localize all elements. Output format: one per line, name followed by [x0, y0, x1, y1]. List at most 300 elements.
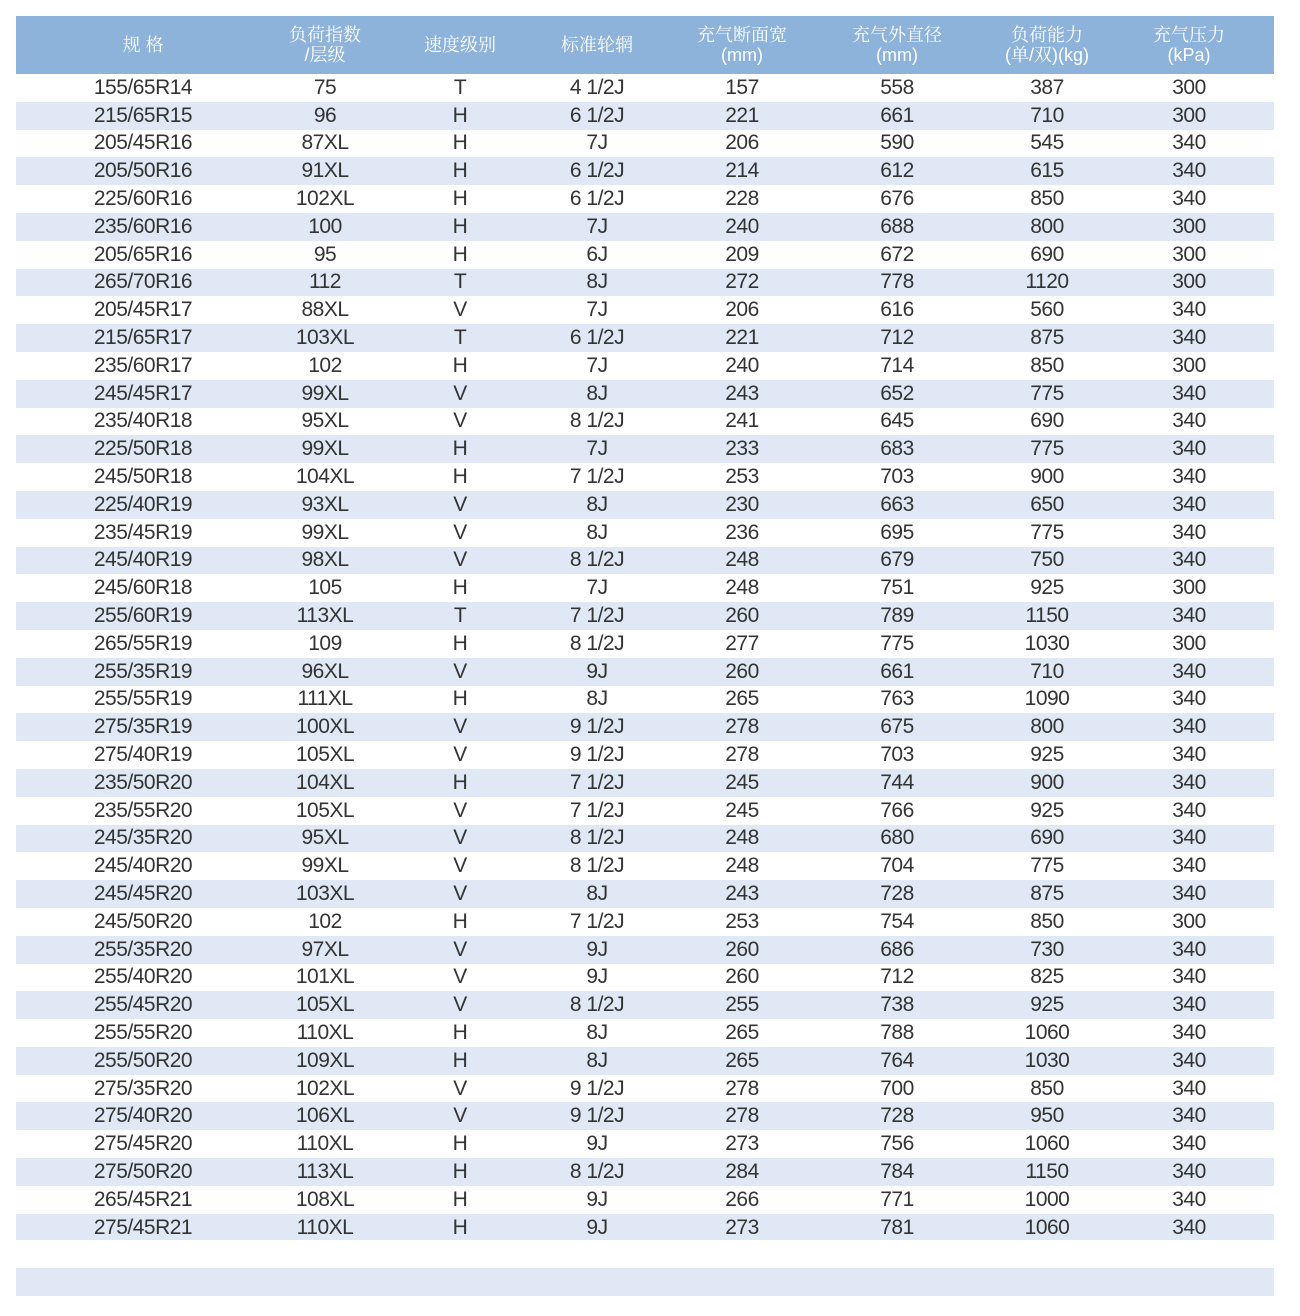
cell-size: 265/55R19 — [93, 631, 193, 655]
cell-size: 245/35R20 — [93, 826, 193, 850]
cell-standard-rim: 7J — [586, 298, 608, 322]
table-row — [16, 296, 1274, 324]
table-row — [16, 1158, 1274, 1186]
cell-speed-rating: H — [452, 1187, 468, 1211]
cell-load-index: 103XL — [295, 882, 355, 905]
table-row — [16, 547, 1274, 575]
cell-load-capacity: 900 — [1030, 465, 1064, 489]
cell-speed-rating: H — [452, 770, 468, 794]
cell-overall-diameter: 679 — [880, 548, 914, 572]
table-row — [16, 213, 1274, 241]
cell-speed-rating: V — [453, 381, 467, 405]
cell-pressure: 340 — [1172, 715, 1206, 739]
cell-load-capacity: 1030 — [1024, 1048, 1070, 1072]
table-row — [16, 1075, 1274, 1103]
cell-size: 205/45R16 — [93, 131, 193, 155]
cell-load-capacity: 900 — [1030, 770, 1064, 794]
cell-load-index: 95XL — [301, 409, 349, 433]
table-row — [16, 658, 1274, 686]
cell-speed-rating: H — [452, 631, 468, 655]
cell-section-width: 241 — [725, 409, 759, 433]
table-row — [16, 74, 1274, 102]
cell-section-width: 260 — [725, 965, 759, 989]
cell-standard-rim: 6 1/2J — [569, 159, 625, 183]
cell-load-capacity: 850 — [1030, 909, 1064, 933]
cell-standard-rim: 6 1/2J — [569, 103, 625, 127]
cell-standard-rim: 9 1/2J — [569, 1076, 625, 1100]
cell-load-capacity: 1060 — [1024, 1132, 1070, 1156]
cell-pressure: 340 — [1172, 993, 1206, 1017]
table-body — [16, 74, 1274, 1241]
cell-load-index: 110XL — [296, 1020, 354, 1044]
cell-load-capacity: 1150 — [1025, 1159, 1069, 1183]
cell-load-index: 102 — [308, 909, 342, 933]
table-row — [16, 463, 1274, 491]
cell-load-capacity: 690 — [1030, 242, 1064, 266]
cell-overall-diameter: 558 — [880, 75, 914, 99]
cell-pressure: 340 — [1172, 965, 1206, 989]
cell-overall-diameter: 728 — [880, 1104, 914, 1128]
cell-overall-diameter: 771 — [880, 1187, 914, 1211]
cell-standard-rim: 7J — [586, 576, 608, 600]
cell-speed-rating: V — [453, 965, 467, 989]
cell-speed-rating: V — [453, 298, 467, 322]
empty-row — [16, 1268, 1274, 1296]
cell-section-width: 273 — [725, 1215, 759, 1239]
cell-load-index: 102XL — [295, 1076, 355, 1100]
cell-size: 255/35R20 — [93, 937, 193, 961]
cell-size: 215/65R17 — [93, 326, 193, 350]
cell-section-width: 278 — [725, 1104, 759, 1128]
header-size: 规 格 — [122, 35, 164, 55]
table-row — [16, 769, 1274, 797]
cell-load-capacity: 850 — [1030, 353, 1064, 377]
cell-section-width: 265 — [725, 687, 759, 711]
cell-standard-rim: 8 1/2J — [569, 993, 625, 1017]
cell-overall-diameter: 672 — [880, 242, 914, 266]
cell-size: 255/55R20 — [93, 1020, 193, 1044]
table-row — [16, 1130, 1274, 1158]
cell-standard-rim: 7J — [586, 353, 608, 377]
cell-load-capacity: 690 — [1030, 409, 1064, 433]
cell-section-width: 240 — [725, 214, 759, 238]
cell-size: 275/35R19 — [93, 715, 193, 739]
cell-size: 245/50R18 — [93, 465, 193, 489]
cell-load-index: 99XL — [301, 520, 349, 544]
cell-overall-diameter: 764 — [880, 1048, 914, 1072]
table-row — [16, 852, 1274, 880]
cell-standard-rim: 7J — [586, 437, 608, 461]
cell-overall-diameter: 714 — [880, 353, 914, 377]
cell-standard-rim: 8J — [586, 882, 608, 905]
header-pressure: 充气压力 (kPa) — [1153, 25, 1225, 65]
cell-section-width: 266 — [725, 1187, 759, 1211]
cell-load-capacity: 690 — [1030, 826, 1064, 850]
cell-section-width: 248 — [725, 826, 759, 850]
cell-size: 275/40R20 — [93, 1104, 193, 1128]
cell-speed-rating: V — [453, 715, 467, 739]
cell-size: 205/65R16 — [93, 242, 193, 266]
cell-load-index: 95XL — [301, 826, 349, 850]
cell-section-width: 265 — [725, 1048, 759, 1072]
cell-pressure: 340 — [1172, 1159, 1206, 1183]
cell-size: 255/40R20 — [93, 965, 193, 989]
cell-speed-rating: V — [453, 520, 467, 544]
cell-load-index: 108XL — [295, 1187, 355, 1211]
cell-pressure: 300 — [1172, 214, 1206, 238]
cell-load-index: 101XL — [295, 965, 355, 989]
cell-overall-diameter: 744 — [880, 770, 914, 794]
cell-load-capacity: 650 — [1030, 492, 1064, 516]
cell-standard-rim: 6J — [586, 242, 608, 266]
cell-load-index: 106XL — [295, 1104, 355, 1128]
table-row — [16, 185, 1274, 213]
cell-speed-rating: V — [453, 1104, 467, 1128]
cell-pressure: 340 — [1172, 743, 1206, 767]
cell-overall-diameter: 661 — [880, 103, 914, 127]
cell-size: 245/45R20 — [93, 882, 193, 905]
cell-load-capacity: 925 — [1030, 576, 1064, 600]
cell-speed-rating: V — [453, 1076, 467, 1100]
cell-standard-rim: 8J — [586, 270, 608, 294]
cell-standard-rim: 8J — [586, 381, 608, 405]
cell-load-index: 75 — [313, 75, 337, 99]
header-load-capacity: 负荷能力 (单/双)(kg) — [1005, 25, 1089, 65]
cell-size: 275/35R20 — [93, 1076, 193, 1100]
cell-pressure: 340 — [1172, 381, 1206, 405]
cell-overall-diameter: 775 — [880, 631, 914, 655]
cell-size: 275/45R21 — [93, 1215, 193, 1239]
cell-size: 235/60R17 — [93, 353, 193, 377]
table-row — [16, 686, 1274, 714]
cell-overall-diameter: 703 — [880, 465, 914, 489]
cell-pressure: 340 — [1172, 1215, 1206, 1239]
cell-load-index: 103XL — [295, 326, 355, 350]
table-row — [16, 102, 1274, 130]
cell-speed-rating: V — [453, 798, 467, 822]
cell-size: 205/45R17 — [93, 298, 193, 322]
cell-speed-rating: V — [453, 854, 467, 878]
cell-pressure: 340 — [1172, 298, 1206, 322]
cell-pressure: 340 — [1172, 465, 1206, 489]
cell-overall-diameter: 703 — [880, 743, 914, 767]
cell-pressure: 340 — [1172, 770, 1206, 794]
cell-section-width: 260 — [725, 659, 759, 683]
cell-load-capacity: 1150 — [1025, 604, 1069, 628]
table-row — [16, 630, 1274, 658]
cell-speed-rating: V — [453, 548, 467, 572]
cell-pressure: 300 — [1172, 242, 1206, 266]
cell-speed-rating: V — [453, 409, 467, 433]
cell-pressure: 340 — [1172, 854, 1206, 878]
cell-overall-diameter: 683 — [880, 437, 914, 461]
cell-overall-diameter: 645 — [880, 409, 914, 433]
cell-speed-rating: V — [453, 993, 467, 1017]
cell-section-width: 248 — [725, 576, 759, 600]
cell-overall-diameter: 612 — [880, 159, 914, 183]
cell-pressure: 340 — [1172, 520, 1206, 544]
cell-pressure: 340 — [1172, 548, 1206, 572]
cell-speed-rating: T — [453, 604, 467, 628]
cell-section-width: 278 — [725, 715, 759, 739]
cell-load-index: 110XL — [296, 1132, 354, 1156]
cell-section-width: 221 — [725, 326, 759, 350]
cell-section-width: 209 — [725, 242, 759, 266]
cell-speed-rating: H — [452, 1020, 468, 1044]
cell-load-index: 100 — [308, 214, 342, 238]
cell-speed-rating: H — [452, 103, 468, 127]
table-row — [16, 491, 1274, 519]
cell-section-width: 265 — [725, 1020, 759, 1044]
cell-pressure: 340 — [1172, 826, 1206, 850]
cell-load-capacity: 710 — [1030, 659, 1064, 683]
cell-load-capacity: 800 — [1030, 214, 1064, 238]
cell-size: 205/50R16 — [93, 159, 193, 183]
cell-standard-rim: 6 1/2J — [569, 326, 625, 350]
cell-section-width: 272 — [725, 270, 759, 294]
cell-speed-rating: H — [452, 1048, 468, 1072]
cell-load-capacity: 775 — [1030, 381, 1064, 405]
cell-load-index: 109XL — [295, 1048, 355, 1072]
cell-overall-diameter: 712 — [880, 326, 914, 350]
table-row — [16, 519, 1274, 547]
cell-speed-rating: V — [453, 743, 467, 767]
cell-overall-diameter: 695 — [880, 520, 914, 544]
cell-section-width: 228 — [725, 187, 759, 211]
cell-load-index: 96XL — [301, 659, 349, 683]
cell-load-capacity: 925 — [1030, 993, 1064, 1017]
cell-load-index: 105XL — [295, 743, 355, 767]
cell-standard-rim: 8 1/2J — [569, 631, 625, 655]
cell-standard-rim: 8J — [586, 1020, 608, 1044]
cell-standard-rim: 9 1/2J — [569, 1104, 625, 1128]
cell-load-capacity: 750 — [1030, 548, 1064, 572]
cell-standard-rim: 7 1/2J — [569, 909, 625, 933]
empty-row — [16, 1240, 1274, 1268]
cell-load-index: 104XL — [295, 770, 355, 794]
cell-overall-diameter: 616 — [880, 298, 914, 322]
cell-load-index: 102 — [308, 353, 342, 377]
cell-load-capacity: 545 — [1030, 131, 1064, 155]
cell-standard-rim: 9J — [586, 1215, 608, 1239]
table-row — [16, 352, 1274, 380]
cell-pressure: 340 — [1172, 882, 1206, 905]
cell-speed-rating: H — [452, 1132, 468, 1156]
cell-overall-diameter: 754 — [880, 909, 914, 933]
cell-section-width: 255 — [725, 993, 759, 1017]
cell-pressure: 340 — [1172, 326, 1206, 350]
cell-standard-rim: 8J — [586, 1048, 608, 1072]
cell-pressure: 340 — [1172, 1020, 1206, 1044]
cell-section-width: 273 — [725, 1132, 759, 1156]
cell-load-capacity: 875 — [1030, 882, 1064, 905]
cell-section-width: 240 — [725, 353, 759, 377]
cell-load-capacity: 850 — [1030, 187, 1064, 211]
header-standard-rim: 标准轮辋 — [561, 35, 633, 55]
cell-speed-rating: T — [453, 270, 467, 294]
cell-load-index: 113XL — [296, 604, 354, 628]
cell-overall-diameter: 590 — [880, 131, 914, 155]
cell-size: 255/35R19 — [93, 659, 193, 683]
cell-standard-rim: 7J — [586, 214, 608, 238]
cell-size: 245/45R17 — [93, 381, 193, 405]
table-row — [16, 825, 1274, 853]
cell-standard-rim: 9J — [586, 659, 608, 683]
cell-size: 225/60R16 — [93, 187, 193, 211]
table-row — [16, 241, 1274, 269]
table-row — [16, 908, 1274, 936]
cell-speed-rating: H — [452, 187, 468, 211]
cell-load-index: 88XL — [301, 298, 349, 322]
cell-size: 275/40R19 — [93, 743, 193, 767]
cell-load-capacity: 825 — [1030, 965, 1064, 989]
table-row — [16, 880, 1274, 908]
cell-overall-diameter: 686 — [880, 937, 914, 961]
cell-section-width: 206 — [725, 131, 759, 155]
cell-overall-diameter: 704 — [880, 854, 914, 878]
cell-pressure: 300 — [1172, 103, 1206, 127]
cell-speed-rating: T — [453, 75, 467, 99]
cell-load-capacity: 1090 — [1024, 687, 1070, 711]
cell-overall-diameter: 661 — [880, 659, 914, 683]
table-row — [16, 991, 1274, 1019]
cell-load-index: 99XL — [301, 381, 349, 405]
cell-load-capacity: 925 — [1030, 798, 1064, 822]
table-row — [16, 602, 1274, 630]
cell-size: 235/55R20 — [93, 798, 193, 822]
cell-load-capacity: 1120 — [1025, 270, 1069, 294]
cell-size: 255/50R20 — [93, 1048, 193, 1072]
cell-pressure: 340 — [1172, 437, 1206, 461]
cell-load-capacity: 1030 — [1024, 631, 1070, 655]
header-overall-diameter: 充气外直径 (mm) — [852, 25, 942, 65]
cell-section-width: 248 — [725, 548, 759, 572]
cell-load-index: 96 — [313, 103, 337, 127]
cell-overall-diameter: 784 — [880, 1159, 914, 1183]
cell-pressure: 300 — [1172, 909, 1206, 933]
cell-pressure: 340 — [1172, 659, 1206, 683]
cell-standard-rim: 7 1/2J — [569, 604, 625, 628]
cell-standard-rim: 8 1/2J — [569, 854, 625, 878]
cell-standard-rim: 7 1/2J — [569, 465, 625, 489]
cell-section-width: 236 — [725, 520, 759, 544]
cell-size: 265/45R21 — [93, 1187, 193, 1211]
cell-pressure: 300 — [1172, 353, 1206, 377]
cell-size: 275/50R20 — [93, 1159, 193, 1183]
cell-section-width: 245 — [725, 798, 759, 822]
table-row — [16, 435, 1274, 463]
cell-standard-rim: 9J — [586, 1187, 608, 1211]
cell-overall-diameter: 789 — [880, 604, 914, 628]
cell-pressure: 340 — [1172, 1076, 1206, 1100]
cell-section-width: 253 — [725, 909, 759, 933]
cell-pressure: 340 — [1172, 937, 1206, 961]
cell-overall-diameter: 738 — [880, 993, 914, 1017]
cell-pressure: 300 — [1172, 270, 1206, 294]
tire-spec-table — [16, 16, 1274, 1241]
cell-section-width: 243 — [725, 882, 759, 905]
cell-size: 245/40R20 — [93, 854, 193, 878]
cell-standard-rim: 9 1/2J — [569, 743, 625, 767]
table-row — [16, 936, 1274, 964]
table-row — [16, 1047, 1274, 1075]
cell-pressure: 300 — [1172, 631, 1206, 655]
cell-section-width: 157 — [725, 75, 759, 99]
cell-load-index: 95 — [313, 242, 337, 266]
cell-section-width: 243 — [725, 381, 759, 405]
cell-pressure: 300 — [1172, 576, 1206, 600]
cell-speed-rating: H — [452, 131, 468, 155]
cell-size: 255/55R19 — [93, 687, 193, 711]
cell-load-capacity: 775 — [1030, 437, 1064, 461]
cell-size: 225/50R18 — [93, 437, 193, 461]
cell-standard-rim: 8 1/2J — [569, 409, 625, 433]
cell-section-width: 230 — [725, 492, 759, 516]
cell-load-index: 113XL — [296, 1159, 354, 1183]
cell-pressure: 340 — [1172, 1132, 1206, 1156]
cell-overall-diameter: 766 — [880, 798, 914, 822]
cell-load-index: 104XL — [295, 465, 355, 489]
cell-speed-rating: H — [452, 576, 468, 600]
cell-section-width: 233 — [725, 437, 759, 461]
cell-speed-rating: V — [453, 826, 467, 850]
cell-speed-rating: H — [452, 353, 468, 377]
cell-load-capacity: 387 — [1030, 75, 1064, 99]
cell-load-index: 87XL — [301, 131, 349, 155]
cell-load-capacity: 775 — [1030, 520, 1064, 544]
cell-standard-rim: 6 1/2J — [569, 187, 625, 211]
cell-load-capacity: 925 — [1030, 743, 1064, 767]
cell-pressure: 340 — [1172, 1104, 1206, 1128]
table-row — [16, 1186, 1274, 1214]
table-row — [16, 1019, 1274, 1047]
cell-standard-rim: 9J — [586, 965, 608, 989]
cell-overall-diameter: 700 — [880, 1076, 914, 1100]
cell-standard-rim: 9J — [586, 937, 608, 961]
cell-speed-rating: H — [452, 159, 468, 183]
cell-section-width: 253 — [725, 465, 759, 489]
cell-size: 245/50R20 — [93, 909, 193, 933]
table-row — [16, 964, 1274, 992]
cell-size: 225/40R19 — [93, 492, 193, 516]
cell-overall-diameter: 652 — [880, 381, 914, 405]
cell-overall-diameter: 756 — [880, 1132, 914, 1156]
cell-load-index: 112 — [309, 270, 341, 294]
cell-size: 155/65R14 — [93, 75, 193, 99]
cell-overall-diameter: 676 — [880, 187, 914, 211]
cell-load-index: 105XL — [295, 993, 355, 1017]
cell-speed-rating: H — [452, 437, 468, 461]
cell-standard-rim: 9J — [586, 1132, 608, 1156]
cell-size: 235/60R16 — [93, 214, 193, 238]
cell-load-index: 111XL — [297, 687, 353, 711]
cell-overall-diameter: 675 — [880, 715, 914, 739]
table-row — [16, 324, 1274, 352]
cell-speed-rating: H — [452, 214, 468, 238]
cell-load-capacity: 1060 — [1024, 1215, 1070, 1239]
cell-standard-rim: 8 1/2J — [569, 548, 625, 572]
cell-pressure: 340 — [1172, 409, 1206, 433]
cell-load-index: 93XL — [301, 492, 349, 516]
cell-speed-rating: T — [453, 326, 467, 350]
cell-overall-diameter: 788 — [880, 1020, 914, 1044]
cell-speed-rating: H — [452, 909, 468, 933]
cell-pressure: 340 — [1172, 159, 1206, 183]
table-row — [16, 1214, 1274, 1242]
cell-speed-rating: H — [452, 242, 468, 266]
cell-size: 275/45R20 — [93, 1132, 193, 1156]
cell-section-width: 248 — [725, 854, 759, 878]
